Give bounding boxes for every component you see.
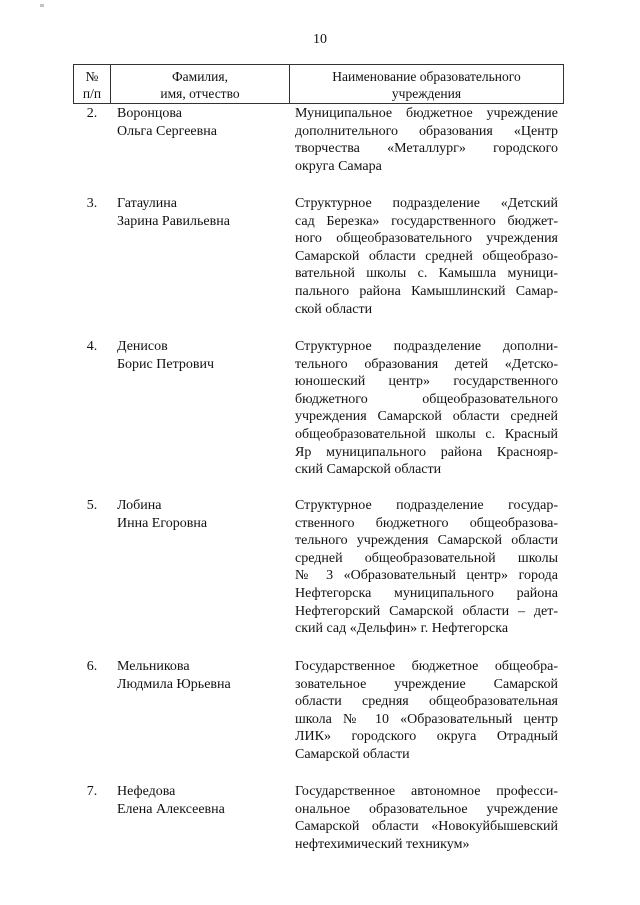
institution-name: Муниципальное бюджетное учреждение дополнительного образования «Центр творчества «Металлург» городского округа Самара [295, 106, 558, 174]
header-institution-column: Наименование образовательного учреждения [289, 65, 563, 103]
institution-name: Структурное подразделение государ- ственного бюджетного общеобразова- тельного учреждения Самарской области средней общеобразовательной школы № 3 «Образовательный центр» города Нефтегорска муниципального района Нефтегорский Самарской области – дет- ский сад «Дельфин» г. Нефтегорска [295, 498, 558, 637]
person-name: Денисов Борис Петрович [117, 339, 215, 372]
row-number: 7. [86, 784, 98, 799]
institution-name: Структурное подразделение дополни- тельного образования детей «Детско- юношеский центр» государственного бюджетного общеобразовательного учреждения Самарской области средней общеобразовательной школы с. Красный Яр муниципального района Краснояр- ский Самарской области [295, 339, 558, 478]
institution-name: Государственное бюджетное общеобра- зовательное учреждение Самарской области средняя общеобразовательная школа № 10 «Образовательный центр ЛИК» городского округа Отрадный Самарской области [295, 659, 558, 762]
institution-name: Государственное автономное професси- ональное образовательное учреждение Самарской области «Новокуйбышевский нефтехимический техникум» [295, 784, 558, 852]
person-name: Гатаулина Зарина Равильевна [117, 196, 230, 229]
page-number: 10 [313, 32, 327, 47]
scan-speck [40, 4, 44, 7]
header-number-column: № п/п [82, 69, 102, 101]
institution-name: Структурное подразделение «Детский сад Березка» государственного бюджет- ного общеобразовательного учреждения Самарской области средней общеобразо- вательной школы с. Камышла муници- пального района Камышлинский Самар- ской области [295, 196, 558, 317]
row-number: 5. [86, 498, 98, 513]
row-number: 2. [86, 106, 98, 121]
person-name: Воронцова Ольга Сергеевна [117, 106, 217, 139]
person-name: Лобина Инна Егоровна [117, 498, 208, 531]
table-header [73, 64, 564, 104]
header-name-column: Фамилия, имя, отчество [110, 65, 289, 103]
row-number: 3. [86, 196, 98, 211]
person-name: Нефедова Елена Алексеевна [117, 784, 225, 817]
person-name: Мельникова Людмила Юрьевна [117, 659, 231, 692]
row-number: 4. [86, 339, 98, 354]
row-number: 6. [86, 659, 98, 674]
